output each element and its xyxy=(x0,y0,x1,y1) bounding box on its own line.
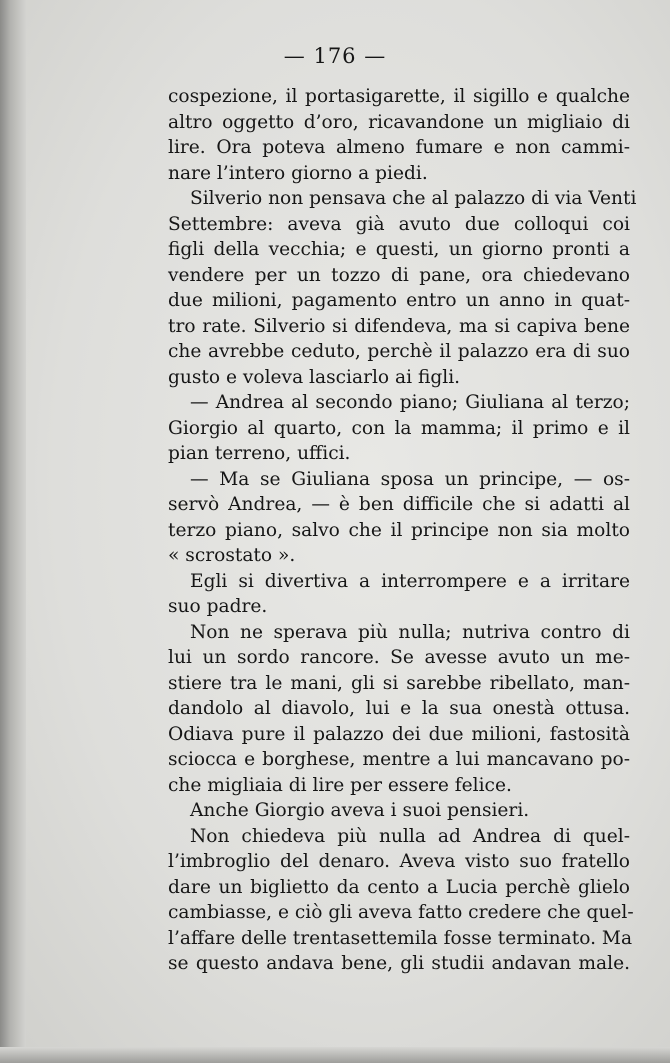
book-spine-shadow xyxy=(0,0,26,1063)
page-bottom-edge xyxy=(0,1047,670,1063)
text-line: Odiava pure il palazzo dei due milioni, fastosità xyxy=(168,723,630,745)
text-line: l’imbroglio del denaro. Aveva visto suo fratello xyxy=(168,851,630,872)
text-line: figli della vecchia; e questi, un giorno pronti a xyxy=(168,239,630,260)
text-line: « scrostato ». xyxy=(168,545,296,566)
text-line: se questo andava bene, gli studii andavan male. xyxy=(168,953,630,974)
text-line: due milioni, pagamento entro un anno in quat- xyxy=(168,290,630,311)
text-line: altro oggetto d’oro, ricavandone un migliaio di xyxy=(168,111,630,133)
page-number: — 176 — xyxy=(283,44,387,68)
text-line: terzo piano, salvo che il principe non sia molto xyxy=(168,519,630,541)
text-line: cambiasse, e ciò gli aveva fatto credere che quel- xyxy=(168,902,634,923)
text-line: che migliaia di lire per essere felice. xyxy=(168,774,512,796)
text-line: dare un biglietto da cento a Lucia perchè glielo xyxy=(168,876,630,898)
text-line: l’affare delle trentasettemila fosse terminato. Ma xyxy=(168,927,633,949)
text-line: — Ma se Giuliana sposa un principe, — os- xyxy=(190,468,630,490)
text-line: lire. Ora poteva almeno fumare e non cammi- xyxy=(168,137,630,158)
text-line: Egli si divertiva a interrompere e a irritare xyxy=(190,570,630,592)
text-line: gusto e voleva lasciarlo ai figli. xyxy=(168,366,461,388)
text-line: Non ne sperava più nulla; nutriva contro di xyxy=(190,621,630,643)
text-line: Settembre: aveva già avuto due colloqui coi xyxy=(168,213,630,235)
text-line: Non chiedeva più nulla ad Andrea di quel- xyxy=(190,825,630,847)
text-line: Anche Giorgio aveva i suoi pensieri. xyxy=(190,800,530,821)
text-line: vendere per un tozzo di pane, ora chiedevano xyxy=(168,264,630,286)
text-line: servò Andrea, — è ben difficile che si adatti al xyxy=(168,494,630,515)
text-line: dandolo al diavolo, lui e la sua onestà ottusa. xyxy=(168,698,630,719)
text-line: sciocca e borghese, mentre a lui mancavano po- xyxy=(168,749,630,770)
body-text xyxy=(168,84,637,977)
text-line: nare l’intero giorno a piedi. xyxy=(168,162,428,184)
text-line: tro rate. Silverio si difendeva, ma si capiva bene xyxy=(168,315,630,337)
text-line: pian terreno, uffici. xyxy=(168,443,351,464)
text-line: lui un sordo rancore. Se avesse avuto un me- xyxy=(168,647,630,668)
text-line: stiere tra le mani, gli si sarebbe ribellato, man- xyxy=(168,672,630,694)
text-line: cospezione, il portasigarette, il sigillo e qualche xyxy=(168,86,630,107)
text-line: suo padre. xyxy=(168,596,268,617)
text-line: — Andrea al secondo piano; Giuliana al terzo; xyxy=(190,392,630,413)
text-line: Silverio non pensava che al palazzo di via Venti xyxy=(190,188,637,209)
text-line: che avrebbe ceduto, perchè il palazzo era di suo xyxy=(168,341,630,362)
text-line: Giorgio al quarto, con la mamma; il primo e il xyxy=(168,417,630,439)
